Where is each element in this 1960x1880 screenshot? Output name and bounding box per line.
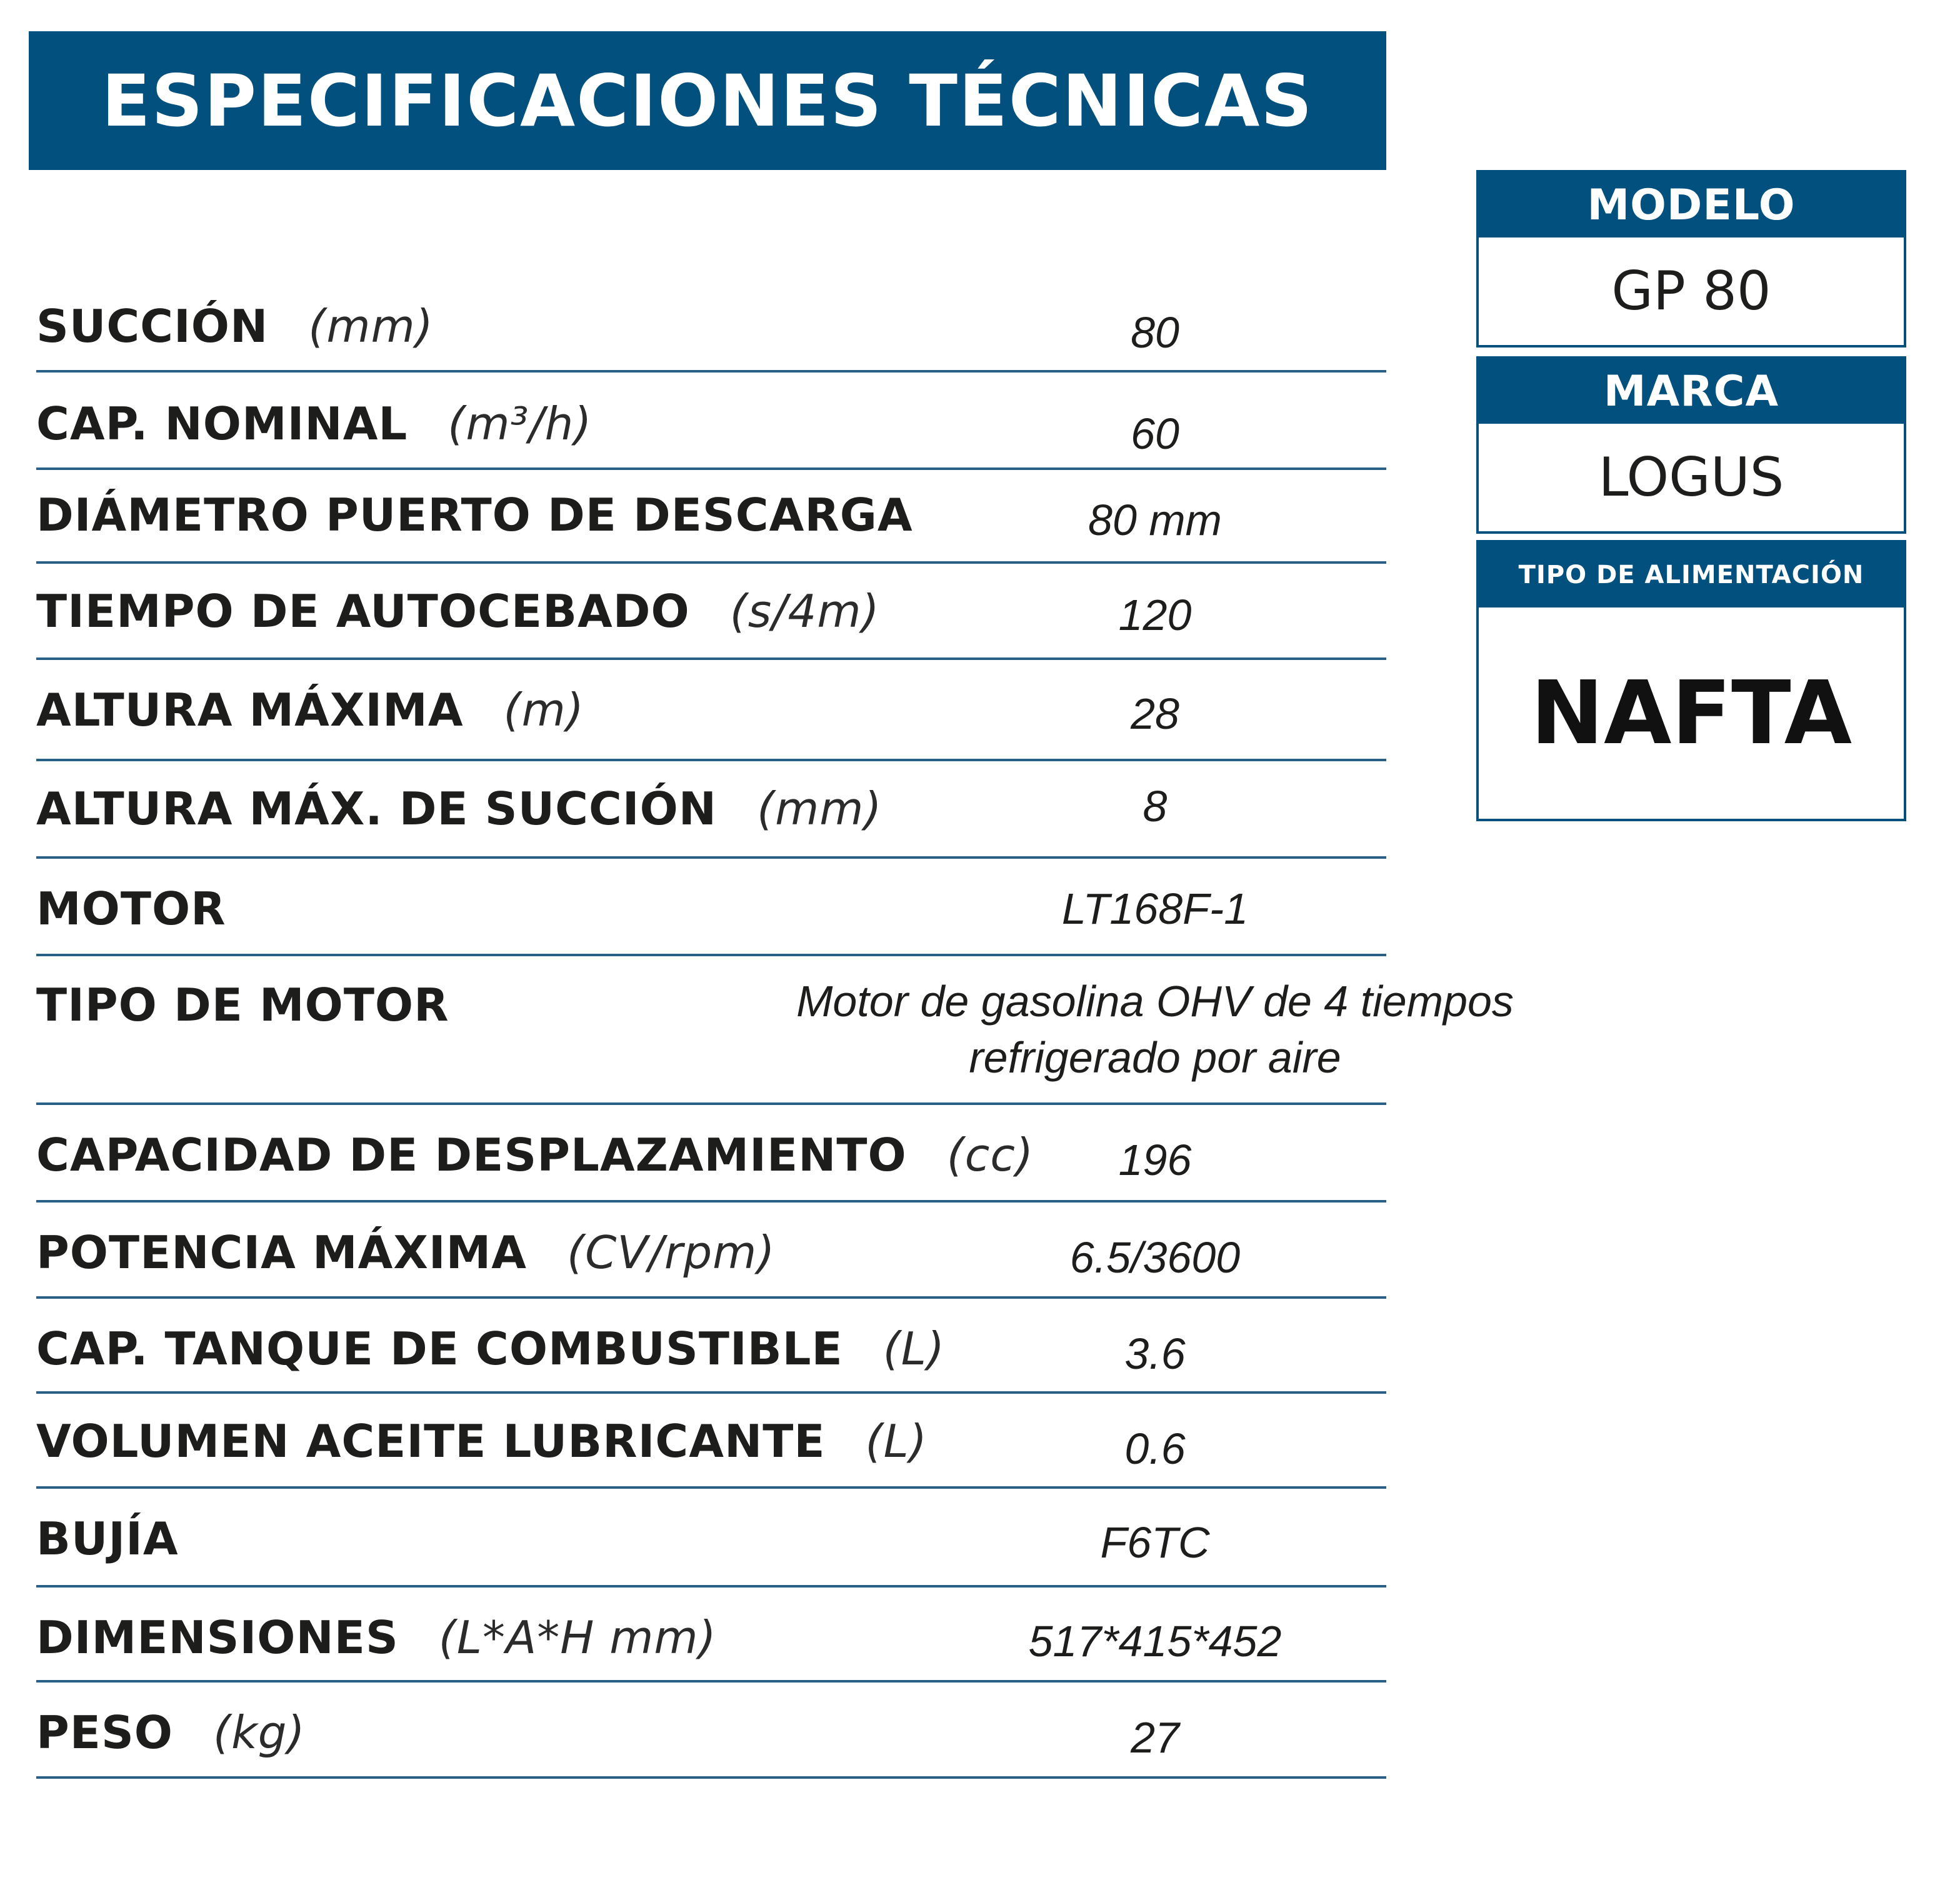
modelo-value: GP 80	[1611, 260, 1771, 322]
spec-unit: (m)	[503, 684, 584, 736]
alimentacion-box	[1476, 540, 1906, 821]
spec-value: 80 mm	[1088, 496, 1222, 544]
spec-value: 60	[1131, 409, 1179, 458]
spec-value: LT168F-1	[1061, 884, 1249, 933]
spec-value-line-1: Motor de gasolina OHV de 4 tiempos	[796, 977, 1514, 1026]
spec-unit: (L)	[865, 1415, 928, 1468]
spec-row-altura-maxima	[36, 660, 1386, 761]
spec-row-bujia	[36, 1489, 1386, 1588]
marca-label: MARCA	[1479, 359, 1904, 424]
spec-value: 3.6	[1124, 1329, 1186, 1378]
spec-label: CAPACIDAD DE DESPLAZAMIENTO	[36, 1129, 907, 1181]
spec-unit: (L)	[882, 1322, 946, 1375]
spec-value: 80	[1131, 308, 1179, 357]
spec-row-cap-nominal	[36, 372, 1386, 470]
spec-value: 0.6	[1124, 1424, 1186, 1473]
spec-unit: (mm)	[757, 782, 882, 835]
modelo-box	[1476, 170, 1906, 348]
spec-label: DIMENSIONES	[36, 1611, 399, 1664]
modelo-label: MODELO	[1479, 172, 1904, 238]
spec-unit: (kg)	[213, 1706, 306, 1759]
spec-value: 27	[1131, 1713, 1179, 1762]
spec-value: 196	[1118, 1136, 1192, 1184]
spec-label: DIÁMETRO PUERTO DE DESCARGA	[36, 489, 913, 541]
spec-value-line-2: refrigerado por aire	[969, 1033, 1341, 1082]
spec-row-aceite	[36, 1394, 1386, 1489]
spec-row-potencia	[36, 1202, 1386, 1299]
spec-unit: (s/4m)	[729, 585, 880, 638]
spec-unit: (mm)	[308, 300, 434, 352]
spec-row-desplazamiento	[36, 1105, 1386, 1202]
spec-label: POTENCIA MÁXIMA	[36, 1226, 527, 1279]
spec-label: VOLUMEN ACEITE LUBRICANTE	[36, 1415, 826, 1468]
spec-row-dimensiones	[36, 1588, 1386, 1682]
title-banner	[29, 31, 1386, 170]
spec-label: PESO	[36, 1706, 174, 1759]
spec-value: 8	[1142, 782, 1168, 831]
spec-label: CAP. NOMINAL	[36, 398, 408, 450]
page-title: ESPECIFICACIONES TÉCNICAS	[101, 59, 1314, 142]
spec-row-altura-succion	[36, 761, 1386, 859]
spec-row-autocebado	[36, 564, 1386, 660]
spec-label: ALTURA MÁX. DE SUCCIÓN	[36, 782, 718, 835]
spec-label: TIPO DE MOTOR	[36, 979, 449, 1031]
spec-unit: (L*A*H mm)	[438, 1611, 717, 1664]
alimentacion-label: TIPO DE ALIMENTACIÓN	[1479, 542, 1904, 608]
spec-value: 517*415*452	[1028, 1617, 1282, 1666]
spec-row-tipo-motor	[36, 956, 1514, 1105]
spec-unit: (CV/rpm)	[567, 1226, 776, 1279]
spec-row-succion	[36, 275, 1386, 372]
spec-value: 6.5/3600	[1069, 1233, 1241, 1282]
spec-unit: (cc)	[946, 1129, 1034, 1181]
spec-label: CAP. TANQUE DE COMBUSTIBLE	[36, 1322, 843, 1375]
spec-row-motor	[36, 859, 1386, 956]
spec-row-diametro	[36, 470, 1386, 564]
alimentacion-value: NAFTA	[1530, 662, 1852, 764]
spec-label: ALTURA MÁXIMA	[36, 684, 464, 736]
spec-value: 120	[1118, 591, 1192, 639]
spec-label: MOTOR	[36, 882, 226, 935]
spec-value: F6TC	[1100, 1518, 1210, 1567]
spec-label: BUJÍA	[36, 1512, 179, 1565]
spec-row-tanque	[36, 1299, 1386, 1394]
spec-label: SUCCIÓN	[36, 300, 269, 352]
spec-unit: (m³/h)	[448, 398, 592, 450]
marca-value: LOGUS	[1598, 446, 1784, 509]
marca-box	[1476, 356, 1906, 534]
spec-row-peso	[36, 1682, 1386, 1779]
spec-label: TIEMPO DE AUTOCEBADO	[36, 585, 690, 638]
spec-value: 28	[1131, 689, 1179, 738]
